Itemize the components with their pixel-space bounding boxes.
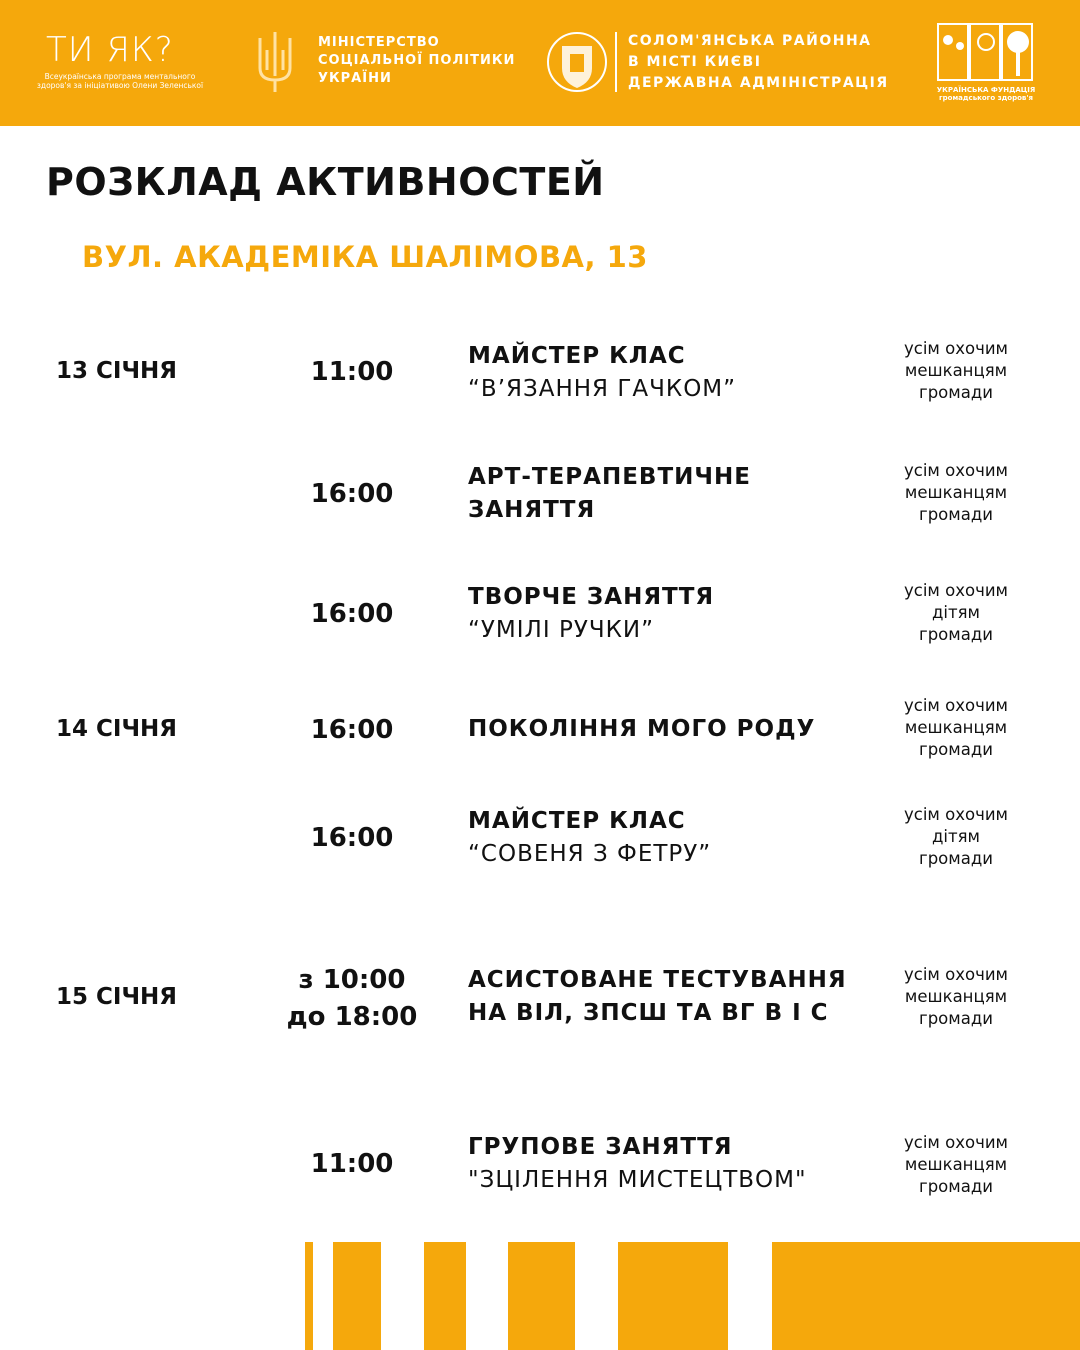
schedule-activity: ТВОРЧЕ ЗАНЯТТЯ “УМІЛІ РУЧКИ” — [468, 584, 715, 643]
schedule-activity: ГРУПОВЕ ЗАНЯТТЯ "ЗЦІЛЕННЯ МИСТЕЦТВОМ" — [468, 1134, 807, 1193]
schedule-time: 11:00 — [310, 1149, 394, 1179]
schedule-date: 15 СІЧНЯ — [56, 984, 177, 1010]
tiyak-logo-text: ТИ ЯК? — [46, 30, 174, 70]
schedule-time: 16:00 — [310, 823, 394, 853]
schedule-activity: АРТ-ТЕРАПЕВТИЧНЕ ЗАНЯТТЯ — [468, 464, 751, 523]
schedule-time: з 10:00 до 18:00 — [286, 965, 418, 1032]
schedule-audience: усім охочим дітям громади — [904, 581, 1008, 644]
schedule-date: 14 СІЧНЯ — [56, 716, 177, 742]
address: ВУЛ. АКАДЕМІКА ШАЛІМОВА, 13 — [82, 240, 648, 274]
admin-logo-text: СОЛОМ'ЯНСЬКА РАЙОННА В МІСТІ КИЄВІ ДЕРЖАВНА АДМІНІСТРАЦІЯ — [628, 33, 889, 91]
schedule-audience: усім охочим мешканцям громади — [904, 1133, 1008, 1196]
schedule-audience: усім охочим мешканцям громади — [904, 965, 1008, 1028]
schedule-time: 16:00 — [310, 599, 394, 629]
schedule-activity: ПОКОЛІННЯ МОГО РОДУ — [468, 716, 816, 742]
ministry-logo-text: МІНІСТЕРСТВО СОЦІАЛЬНОЇ ПОЛІТИКИ УКРАЇНИ — [318, 35, 516, 86]
district-coat-of-arms-icon — [546, 28, 608, 96]
schedule-activity: МАЙСТЕР КЛАС “В’ЯЗАННЯ ГАЧКОМ” — [468, 343, 737, 402]
schedule-date: 13 СІЧНЯ — [56, 358, 177, 384]
stripe — [618, 1242, 728, 1350]
schedule-activity: МАЙСТЕР КЛАС “СОВЕНЯ З ФЕТРУ” — [468, 808, 712, 867]
schedule-time: 11:00 — [310, 357, 394, 387]
schedule-audience: усім охочим мешканцям громади — [904, 696, 1008, 759]
fund-logo-icon — [936, 22, 1036, 84]
fund-logo-text: УКРАЇНСЬКА ФУНДАЦІЯ громадського здоров'я — [936, 86, 1036, 102]
schedule-audience: усім охочим мешканцям громади — [904, 339, 1008, 402]
decorative-stripes — [0, 1242, 1080, 1350]
stripe — [305, 1242, 313, 1350]
schedule-time: 16:00 — [310, 715, 394, 745]
schedule-audience: усім охочим дітям громади — [904, 805, 1008, 868]
trident-emblem-icon — [250, 28, 300, 96]
stripe — [772, 1242, 1080, 1350]
stripe — [508, 1242, 575, 1350]
stripe — [333, 1242, 381, 1350]
schedule-audience: усім охочим мешканцям громади — [904, 461, 1008, 524]
stripe — [424, 1242, 466, 1350]
tiyak-logo-subtitle: Всеукраїнська програма ментального здоров'я за ініціативою Олени Зеленської — [36, 72, 204, 90]
admin-divider — [615, 32, 617, 92]
schedule-activity: АСИСТОВАНЕ ТЕСТУВАННЯ НА ВІЛ, ЗПСШ ТА ВГ В І С — [468, 967, 847, 1026]
header-banner — [0, 0, 1080, 126]
page-title: РОЗКЛАД АКТИВНОСТЕЙ — [46, 160, 605, 204]
schedule-time: 16:00 — [310, 479, 394, 509]
